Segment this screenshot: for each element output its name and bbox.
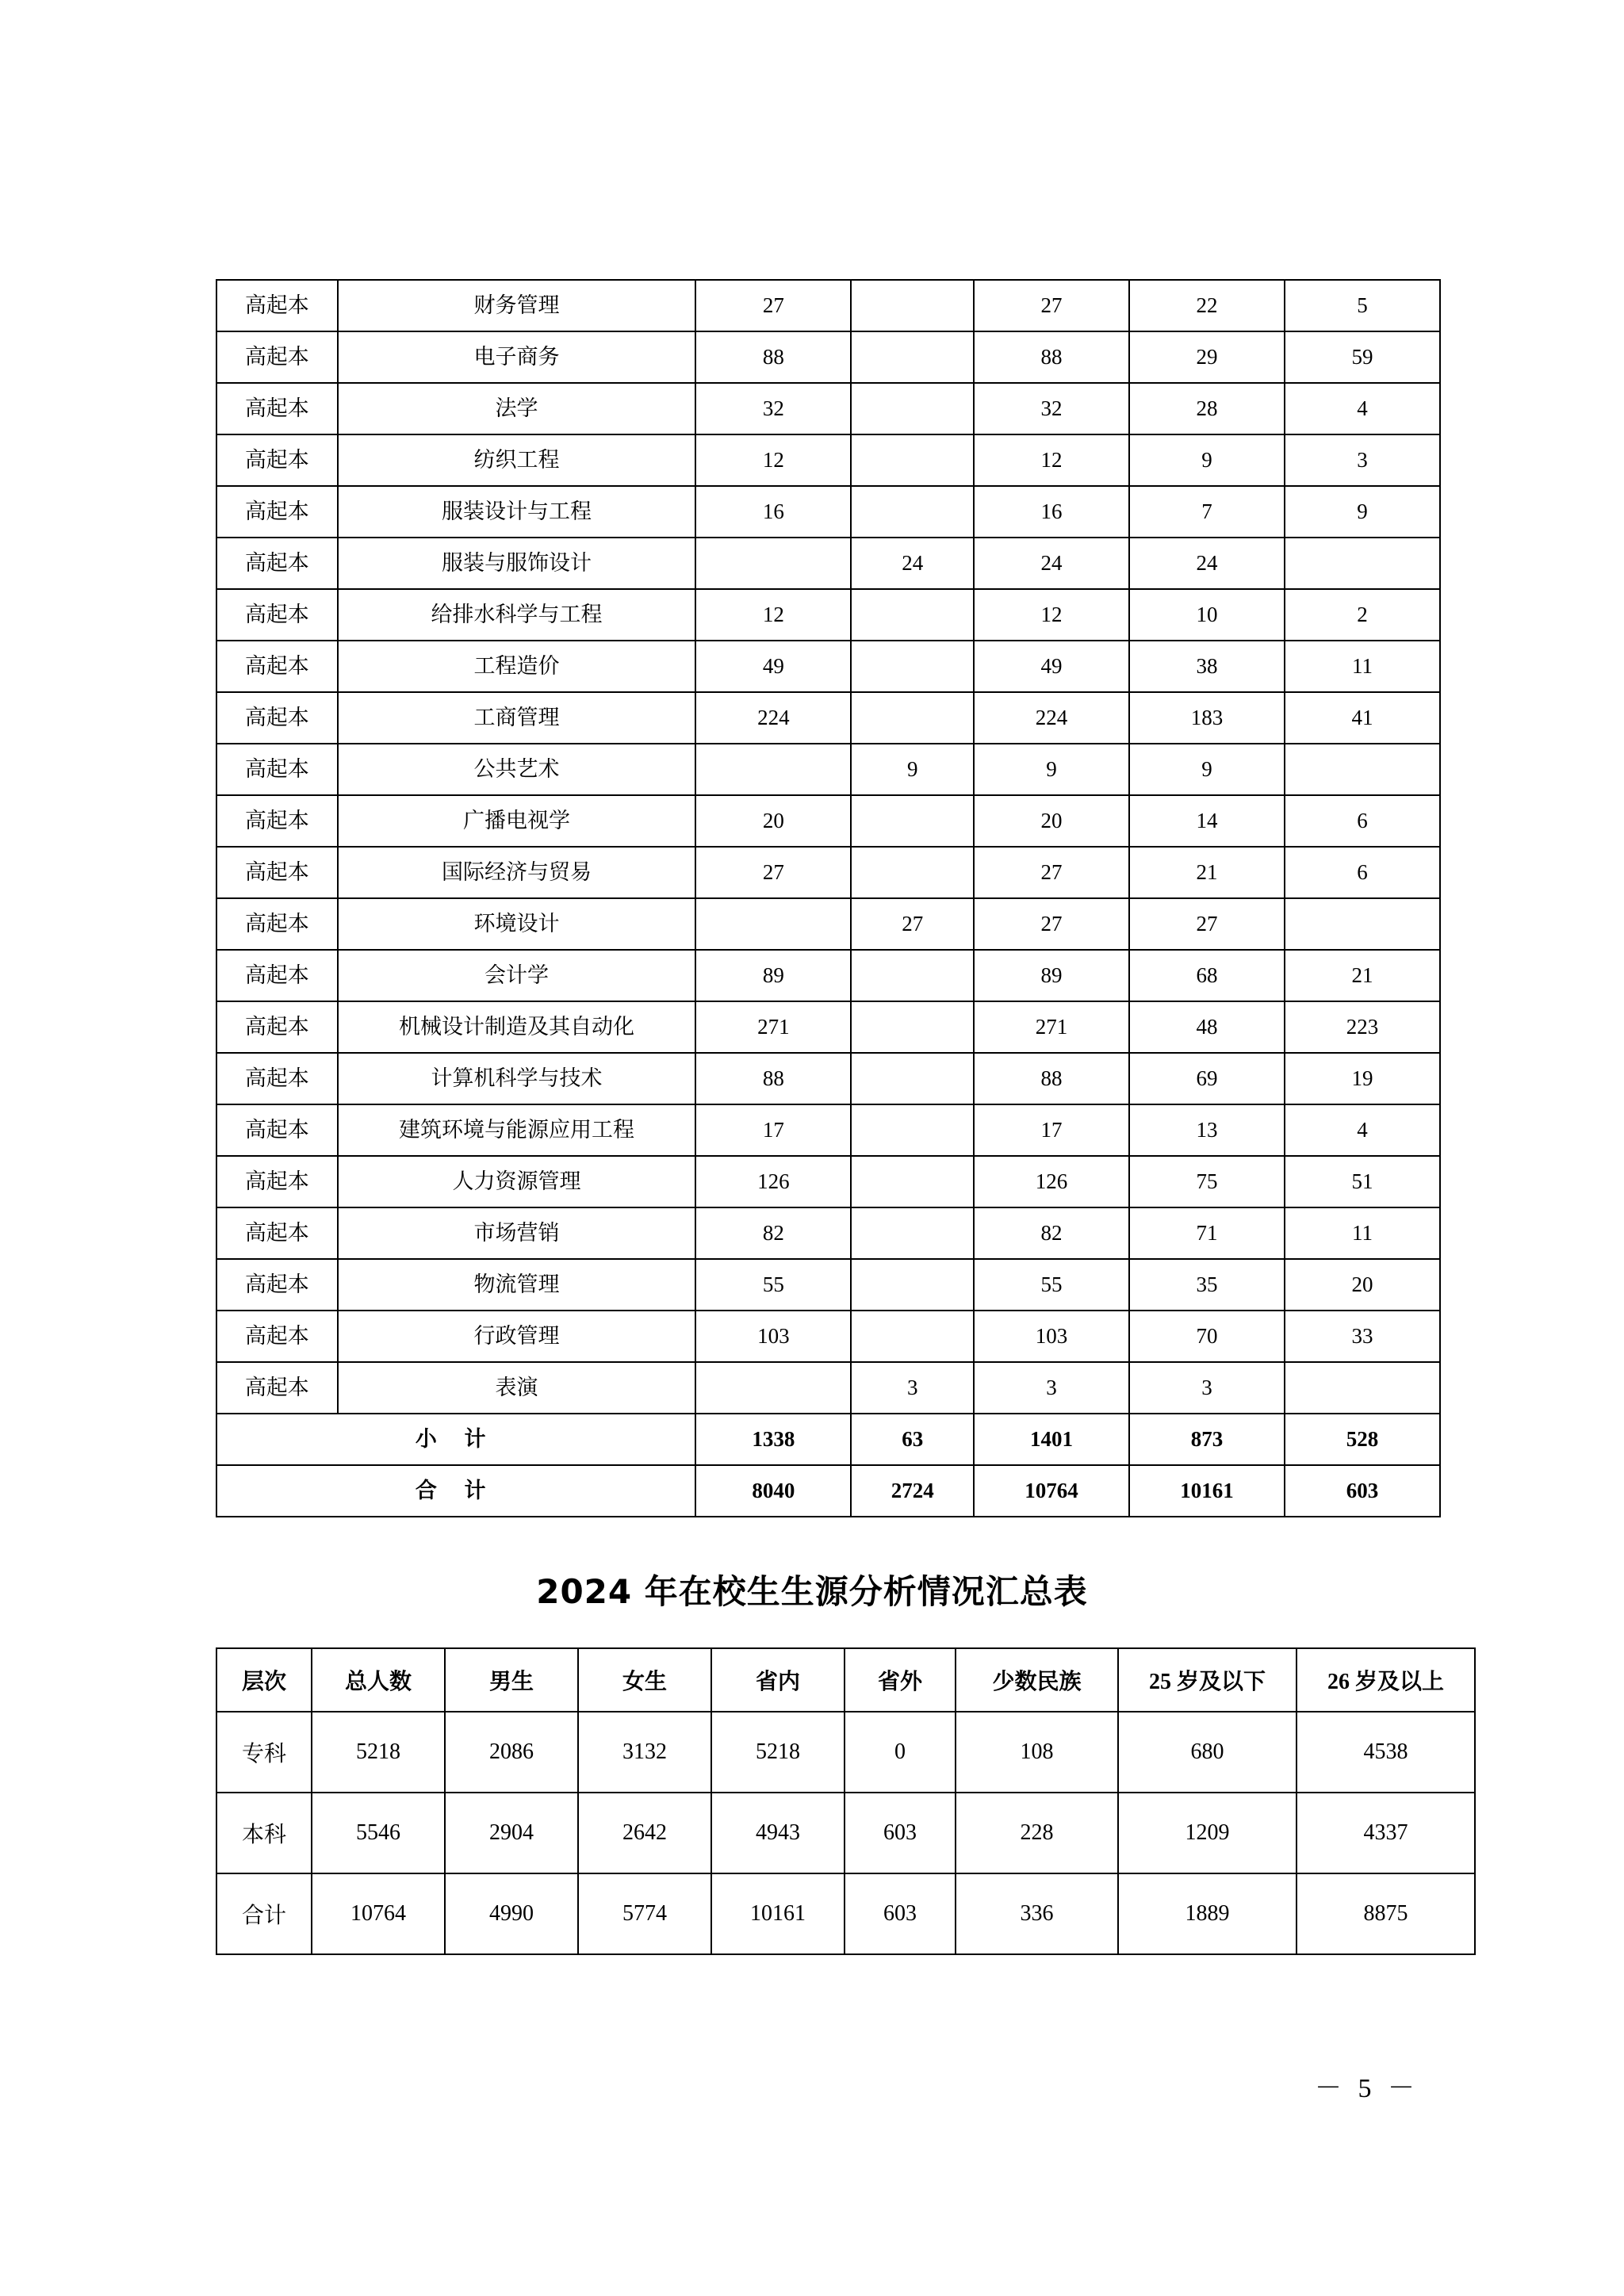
cell-male: 2904 xyxy=(445,1793,578,1873)
cell-major: 服装与服饰设计 xyxy=(338,538,696,589)
cell-age-over-26: 4337 xyxy=(1297,1793,1475,1873)
cell-num2 xyxy=(851,1001,974,1053)
cell-num1: 88 xyxy=(695,331,851,383)
enrollment-table-body xyxy=(216,280,1440,1517)
cell-level: 高起本 xyxy=(216,795,338,847)
page-number xyxy=(0,2066,1419,2105)
cell-num4: 68 xyxy=(1129,950,1285,1001)
table-row xyxy=(216,1793,1475,1873)
table-row xyxy=(216,589,1440,641)
cell-num1: 82 xyxy=(695,1207,851,1259)
cell-num2 xyxy=(851,589,974,641)
cell-num1 xyxy=(695,1362,851,1414)
cell-num3: 32 xyxy=(974,383,1129,434)
cell-num5: 2 xyxy=(1285,589,1440,641)
cell-num3: 20 xyxy=(974,795,1129,847)
cell-level: 高起本 xyxy=(216,1207,338,1259)
cell-level: 高起本 xyxy=(216,1156,338,1207)
cell-major: 财务管理 xyxy=(338,280,696,331)
cell-age-under-25: 1889 xyxy=(1118,1873,1297,1954)
cell-level: 高起本 xyxy=(216,1001,338,1053)
subtotal-row xyxy=(216,1414,1440,1465)
cell-major: 机械设计制造及其自动化 xyxy=(338,1001,696,1053)
cell-num1 xyxy=(695,898,851,950)
cell-level: 高起本 xyxy=(216,744,338,795)
student-source-table-head xyxy=(216,1648,1475,1712)
cell-num2 xyxy=(851,434,974,486)
cell-level: 专科 xyxy=(216,1712,312,1793)
cell-level: 高起本 xyxy=(216,692,338,744)
table-row xyxy=(216,383,1440,434)
cell-level: 高起本 xyxy=(216,434,338,486)
subtotal-label: 小 计 xyxy=(216,1414,695,1465)
cell-level: 高起本 xyxy=(216,331,338,383)
cell-level: 高起本 xyxy=(216,847,338,898)
cell-level: 高起本 xyxy=(216,486,338,538)
student-source-table xyxy=(216,1647,1476,1955)
cell-num5 xyxy=(1285,744,1440,795)
column-header-female: 女生 xyxy=(578,1648,711,1712)
cell-age-over-26: 4538 xyxy=(1297,1712,1475,1793)
table-row xyxy=(216,538,1440,589)
cell-num2: 27 xyxy=(851,898,974,950)
table-row xyxy=(216,898,1440,950)
cell-num5: 51 xyxy=(1285,1156,1440,1207)
total-label: 合 计 xyxy=(216,1465,695,1517)
page-number-text: － 5 － xyxy=(1315,2074,1419,2103)
cell-major: 纺织工程 xyxy=(338,434,696,486)
cell-major: 计算机科学与技术 xyxy=(338,1053,696,1104)
cell-num2: 9 xyxy=(851,744,974,795)
cell-num1: 224 xyxy=(695,692,851,744)
table-row xyxy=(216,847,1440,898)
table-row xyxy=(216,331,1440,383)
total-num1: 8040 xyxy=(695,1465,851,1517)
cell-level: 高起本 xyxy=(216,280,338,331)
subtotal-num1: 1338 xyxy=(695,1414,851,1465)
cell-major: 表演 xyxy=(338,1362,696,1414)
cell-minority: 228 xyxy=(956,1793,1118,1873)
cell-major: 国际经济与贸易 xyxy=(338,847,696,898)
cell-major: 建筑环境与能源应用工程 xyxy=(338,1104,696,1156)
cell-num5: 20 xyxy=(1285,1259,1440,1311)
cell-total: 5218 xyxy=(312,1712,445,1793)
cell-female: 2642 xyxy=(578,1793,711,1873)
cell-num1: 12 xyxy=(695,434,851,486)
cell-num4: 70 xyxy=(1129,1311,1285,1362)
cell-num1: 88 xyxy=(695,1053,851,1104)
table-row xyxy=(216,950,1440,1001)
cell-level: 高起本 xyxy=(216,1362,338,1414)
cell-num4: 3 xyxy=(1129,1362,1285,1414)
cell-num4: 27 xyxy=(1129,898,1285,950)
cell-level: 高起本 xyxy=(216,641,338,692)
cell-level: 高起本 xyxy=(216,898,338,950)
table-row xyxy=(216,486,1440,538)
total-num5: 603 xyxy=(1285,1465,1440,1517)
column-header-minority: 少数民族 xyxy=(956,1648,1118,1712)
cell-num2 xyxy=(851,486,974,538)
cell-num4: 69 xyxy=(1129,1053,1285,1104)
cell-age-under-25: 680 xyxy=(1118,1712,1297,1793)
cell-num5: 59 xyxy=(1285,331,1440,383)
cell-out-province: 603 xyxy=(845,1793,956,1873)
cell-num3: 271 xyxy=(974,1001,1129,1053)
table-row xyxy=(216,1207,1440,1259)
table-row xyxy=(216,1104,1440,1156)
cell-male: 2086 xyxy=(445,1712,578,1793)
cell-num4: 22 xyxy=(1129,280,1285,331)
table-row xyxy=(216,641,1440,692)
cell-major: 物流管理 xyxy=(338,1259,696,1311)
cell-num3: 82 xyxy=(974,1207,1129,1259)
cell-num2 xyxy=(851,692,974,744)
table-row xyxy=(216,744,1440,795)
cell-minority: 336 xyxy=(956,1873,1118,1954)
cell-num5: 4 xyxy=(1285,383,1440,434)
table-row xyxy=(216,1362,1440,1414)
cell-num1: 103 xyxy=(695,1311,851,1362)
cell-num4: 14 xyxy=(1129,795,1285,847)
cell-num5 xyxy=(1285,1362,1440,1414)
cell-major: 广播电视学 xyxy=(338,795,696,847)
cell-age-over-26: 8875 xyxy=(1297,1873,1475,1954)
cell-major: 公共艺术 xyxy=(338,744,696,795)
cell-num5: 3 xyxy=(1285,434,1440,486)
cell-num5: 21 xyxy=(1285,950,1440,1001)
cell-num4: 10 xyxy=(1129,589,1285,641)
cell-num3: 9 xyxy=(974,744,1129,795)
cell-level: 高起本 xyxy=(216,589,338,641)
cell-in-province: 5218 xyxy=(711,1712,845,1793)
cell-num1: 20 xyxy=(695,795,851,847)
cell-num4: 71 xyxy=(1129,1207,1285,1259)
cell-major: 服装设计与工程 xyxy=(338,486,696,538)
cell-major: 给排水科学与工程 xyxy=(338,589,696,641)
header-row xyxy=(216,1648,1475,1712)
total-num4: 10161 xyxy=(1129,1465,1285,1517)
cell-total: 5546 xyxy=(312,1793,445,1873)
cell-num3: 88 xyxy=(974,331,1129,383)
cell-num5: 11 xyxy=(1285,641,1440,692)
cell-num4: 183 xyxy=(1129,692,1285,744)
cell-num2 xyxy=(851,1259,974,1311)
cell-num5 xyxy=(1285,898,1440,950)
cell-num3: 88 xyxy=(974,1053,1129,1104)
table-row xyxy=(216,692,1440,744)
cell-major: 行政管理 xyxy=(338,1311,696,1362)
cell-female: 5774 xyxy=(578,1873,711,1954)
table-row xyxy=(216,1311,1440,1362)
cell-num3: 27 xyxy=(974,280,1129,331)
column-header-in-province: 省内 xyxy=(711,1648,845,1712)
cell-female: 3132 xyxy=(578,1712,711,1793)
table-row xyxy=(216,1259,1440,1311)
cell-num2 xyxy=(851,280,974,331)
cell-num2 xyxy=(851,795,974,847)
cell-num4: 21 xyxy=(1129,847,1285,898)
cell-num2 xyxy=(851,331,974,383)
cell-num4: 38 xyxy=(1129,641,1285,692)
cell-out-province: 603 xyxy=(845,1873,956,1954)
cell-num2 xyxy=(851,950,974,1001)
cell-num3: 55 xyxy=(974,1259,1129,1311)
cell-num4: 35 xyxy=(1129,1259,1285,1311)
cell-num2 xyxy=(851,1156,974,1207)
cell-num3: 49 xyxy=(974,641,1129,692)
total-row xyxy=(216,1465,1440,1517)
cell-num3: 126 xyxy=(974,1156,1129,1207)
cell-num2 xyxy=(851,1053,974,1104)
cell-age-under-25: 1209 xyxy=(1118,1793,1297,1873)
cell-num4: 9 xyxy=(1129,434,1285,486)
cell-num3: 224 xyxy=(974,692,1129,744)
cell-major: 法学 xyxy=(338,383,696,434)
column-header-male: 男生 xyxy=(445,1648,578,1712)
cell-level: 高起本 xyxy=(216,1311,338,1362)
cell-in-province: 4943 xyxy=(711,1793,845,1873)
subtotal-num3: 1401 xyxy=(974,1414,1129,1465)
cell-level: 本科 xyxy=(216,1793,312,1873)
cell-num3: 16 xyxy=(974,486,1129,538)
cell-num5: 6 xyxy=(1285,847,1440,898)
table-row xyxy=(216,1712,1475,1793)
table-row xyxy=(216,795,1440,847)
table-row xyxy=(216,1053,1440,1104)
cell-level: 高起本 xyxy=(216,1053,338,1104)
cell-num5: 41 xyxy=(1285,692,1440,744)
cell-major: 工商管理 xyxy=(338,692,696,744)
cell-level: 合计 xyxy=(216,1873,312,1954)
cell-num5: 33 xyxy=(1285,1311,1440,1362)
cell-major: 环境设计 xyxy=(338,898,696,950)
cell-num2 xyxy=(851,383,974,434)
subtotal-num5: 528 xyxy=(1285,1414,1440,1465)
table-row xyxy=(216,434,1440,486)
column-header-level: 层次 xyxy=(216,1648,312,1712)
cell-num2 xyxy=(851,1104,974,1156)
cell-num1: 27 xyxy=(695,847,851,898)
cell-num2 xyxy=(851,641,974,692)
cell-num1: 32 xyxy=(695,383,851,434)
cell-num1: 271 xyxy=(695,1001,851,1053)
cell-level: 高起本 xyxy=(216,383,338,434)
cell-num1: 27 xyxy=(695,280,851,331)
cell-num4: 24 xyxy=(1129,538,1285,589)
cell-num1: 17 xyxy=(695,1104,851,1156)
cell-num3: 24 xyxy=(974,538,1129,589)
total-num2: 2724 xyxy=(851,1465,974,1517)
student-source-table-wrapper xyxy=(216,1647,1444,1955)
cell-major: 工程造价 xyxy=(338,641,696,692)
column-header-age-over-26: 26 岁及以上 xyxy=(1297,1648,1475,1712)
cell-num1: 16 xyxy=(695,486,851,538)
cell-num5: 11 xyxy=(1285,1207,1440,1259)
student-source-table-body xyxy=(216,1712,1475,1954)
cell-in-province: 10161 xyxy=(711,1873,845,1954)
cell-num2: 24 xyxy=(851,538,974,589)
cell-num3: 3 xyxy=(974,1362,1129,1414)
cell-num3: 12 xyxy=(974,589,1129,641)
cell-num5 xyxy=(1285,538,1440,589)
total-num3: 10764 xyxy=(974,1465,1129,1517)
cell-num3: 89 xyxy=(974,950,1129,1001)
table-row xyxy=(216,1156,1440,1207)
cell-level: 高起本 xyxy=(216,1259,338,1311)
cell-num3: 27 xyxy=(974,847,1129,898)
cell-num1 xyxy=(695,744,851,795)
cell-num4: 75 xyxy=(1129,1156,1285,1207)
table-row xyxy=(216,280,1440,331)
enrollment-table xyxy=(216,279,1441,1517)
cell-major: 市场营销 xyxy=(338,1207,696,1259)
column-header-out-province: 省外 xyxy=(845,1648,956,1712)
cell-num1: 12 xyxy=(695,589,851,641)
cell-num2: 3 xyxy=(851,1362,974,1414)
cell-num3: 12 xyxy=(974,434,1129,486)
table-row-total xyxy=(216,1873,1475,1954)
cell-minority: 108 xyxy=(956,1712,1118,1793)
column-header-age-under-25: 25 岁及以下 xyxy=(1118,1648,1297,1712)
cell-major: 电子商务 xyxy=(338,331,696,383)
subtotal-num4: 873 xyxy=(1129,1414,1285,1465)
cell-male: 4990 xyxy=(445,1873,578,1954)
cell-level: 高起本 xyxy=(216,950,338,1001)
cell-major: 会计学 xyxy=(338,950,696,1001)
cell-num1: 126 xyxy=(695,1156,851,1207)
cell-num4: 48 xyxy=(1129,1001,1285,1053)
column-header-total: 总人数 xyxy=(312,1648,445,1712)
cell-num2 xyxy=(851,1207,974,1259)
cell-num4: 29 xyxy=(1129,331,1285,383)
cell-num5: 5 xyxy=(1285,280,1440,331)
cell-num4: 9 xyxy=(1129,744,1285,795)
cell-total: 10764 xyxy=(312,1873,445,1954)
cell-num5: 19 xyxy=(1285,1053,1440,1104)
cell-level: 高起本 xyxy=(216,1104,338,1156)
cell-num2 xyxy=(851,847,974,898)
cell-num5: 6 xyxy=(1285,795,1440,847)
cell-num4: 7 xyxy=(1129,486,1285,538)
cell-num4: 28 xyxy=(1129,383,1285,434)
cell-major: 人力资源管理 xyxy=(338,1156,696,1207)
cell-num3: 103 xyxy=(974,1311,1129,1362)
cell-num3: 27 xyxy=(974,898,1129,950)
cell-level: 高起本 xyxy=(216,538,338,589)
cell-num5: 4 xyxy=(1285,1104,1440,1156)
cell-num1: 49 xyxy=(695,641,851,692)
cell-num1 xyxy=(695,538,851,589)
cell-num4: 13 xyxy=(1129,1104,1285,1156)
cell-out-province: 0 xyxy=(845,1712,956,1793)
table-row xyxy=(216,1001,1440,1053)
cell-num5: 9 xyxy=(1285,486,1440,538)
cell-num1: 55 xyxy=(695,1259,851,1311)
cell-num5: 223 xyxy=(1285,1001,1440,1053)
cell-num1: 89 xyxy=(695,950,851,1001)
cell-num2 xyxy=(851,1311,974,1362)
section-title: 2024 年在校生生源分析情况汇总表 xyxy=(536,1572,1088,1611)
cell-num3: 17 xyxy=(974,1104,1129,1156)
enrollment-table-wrapper xyxy=(216,279,1441,1517)
subtotal-num2: 63 xyxy=(851,1414,974,1465)
